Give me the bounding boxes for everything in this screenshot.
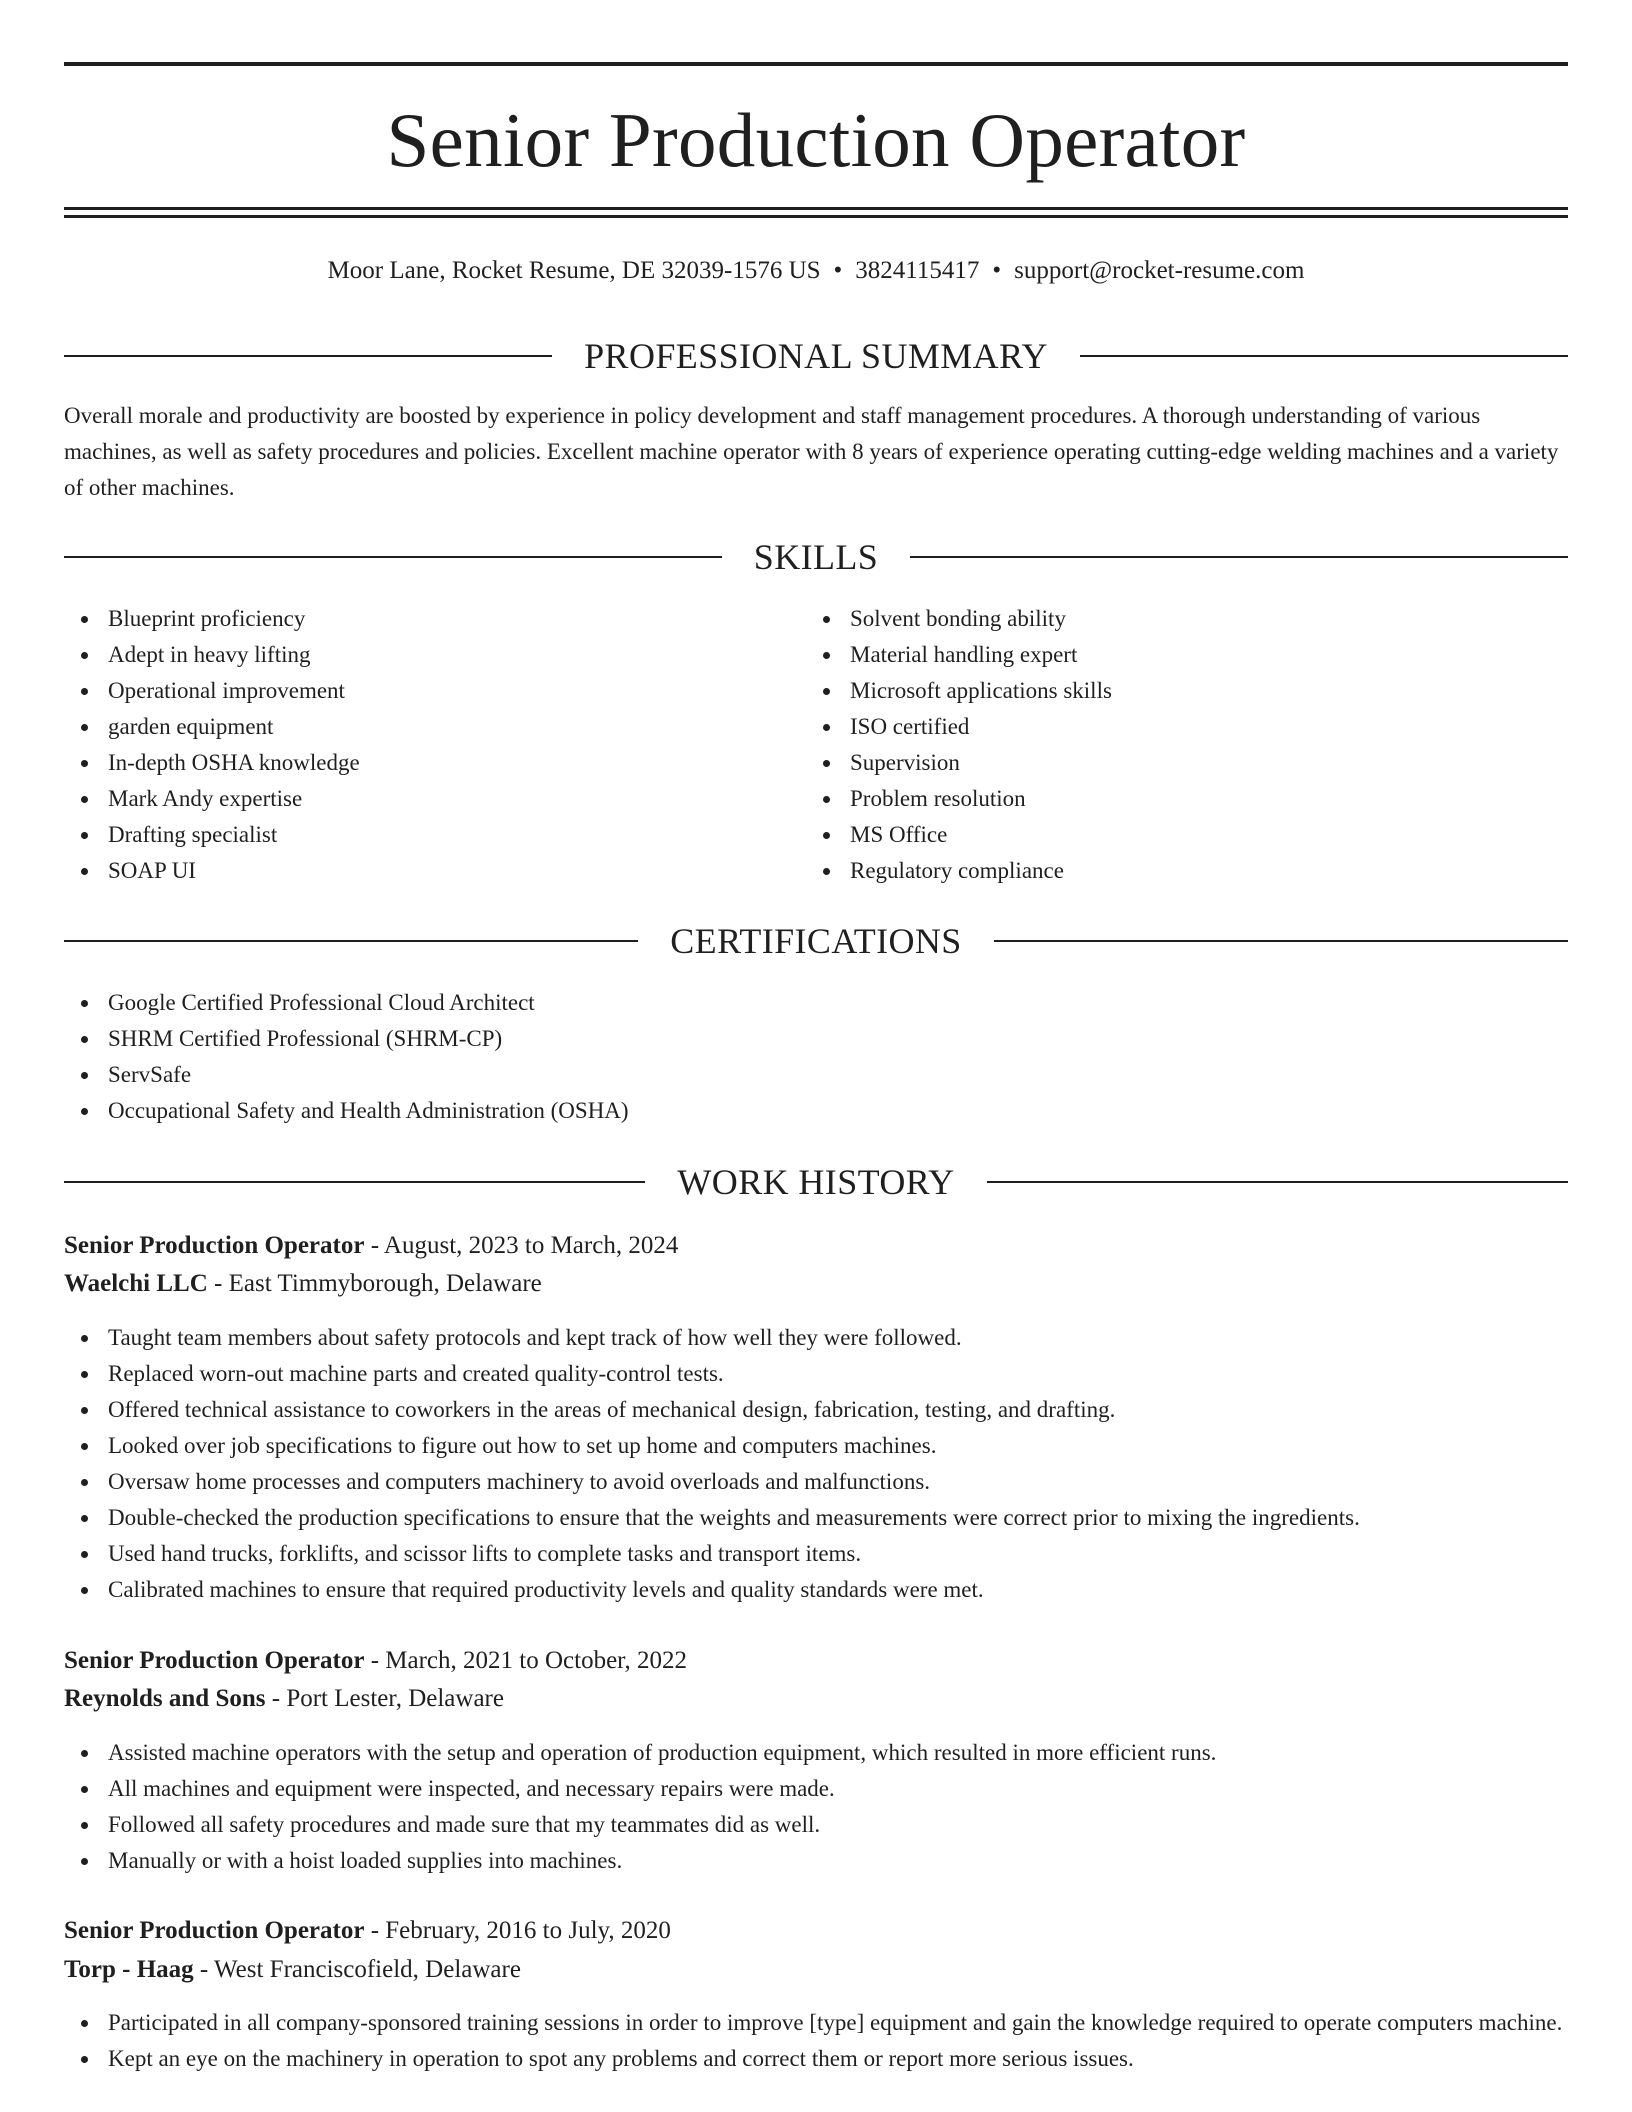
job-title: Senior Production Operator [64,1917,365,1944]
company-location: Port Lester, Delaware [286,1685,504,1712]
skill-item: Adept in heavy lifting [64,637,804,673]
job-bullet: Used hand trucks, forklifts, and scissor lifts to complete tasks and transport items. [64,1536,1568,1572]
job-bullet: All machines and equipment were inspected, and necessary repairs were made. [64,1771,1568,1807]
section-heading-skills [64,532,1568,582]
certifications-list [64,985,1568,1129]
company-name: Torp - Haag [64,1956,194,1983]
skill-item: Mark Andy expertise [64,781,804,817]
job-dates: February, 2016 to July, 2020 [385,1917,671,1944]
certification-item: ServSafe [64,1057,1568,1093]
section-heading-work-history [64,1157,1568,1207]
heading-rule [1080,355,1568,357]
job-bullet: Offered technical assistance to coworkers in the areas of mechanical design, fabrication, testing, and drafting. [64,1392,1568,1428]
company-name: Waelchi LLC [64,1270,208,1297]
job-dates: August, 2023 to March, 2024 [383,1232,679,1259]
heading-rule [910,556,1568,558]
contact-line [64,254,1568,288]
dash: - [370,1647,380,1674]
job-bullet: Calibrated machines to ensure that required productivity levels and quality standards were met. [64,1572,1568,1608]
skill-item: In-depth OSHA knowledge [64,745,804,781]
skill-item: SOAP UI [64,853,804,889]
summary-text: Overall morale and productivity are boosted by experience in policy development and staff management procedures. A thorough understanding of various machines, as well as safety procedures and policies. Excellent machine operator with 8 years of experience operating cutting-edge welding machines and a variety of other machines. [64,403,1559,500]
job-title-line [64,1227,1568,1265]
job-title-line [64,1912,1568,1950]
skill-item: ISO certified [806,709,1566,745]
skill-item: garden equipment [64,709,804,745]
title-double-rule [64,207,1568,218]
section-title: CERTIFICATIONS [670,921,962,961]
heading-rule [64,940,638,942]
job-bullet: Double-checked the production specifications to ensure that the weights and measurements were correct prior to mixing the ingredients. [64,1500,1568,1536]
dash: - [271,1685,281,1712]
section-title: SKILLS [753,537,879,577]
heading-rule [64,1181,645,1183]
dash: - [214,1270,223,1297]
job-bullet: Manually or with a hoist loaded supplies into machines. [64,1843,1568,1879]
job-bullet: Kept an eye on the machinery in operation to spot any problems and correct them or report more serious issues. [64,2041,1568,2077]
heading-rule [987,1181,1568,1183]
skill-item: Microsoft applications skills [806,673,1566,709]
job-title: Senior Production Operator [64,1232,365,1259]
skill-item: Problem resolution [806,781,1566,817]
company-location: West Franciscofield, Delaware [214,1956,521,1983]
dash: - [199,1956,209,1983]
contact-separator: • [992,257,1002,284]
job-bullets [64,1320,1568,1608]
contact-phone: 3824115417 [855,257,980,284]
top-rule [64,62,1568,66]
section-title: WORK HISTORY [677,1162,955,1202]
job-bullets [64,1735,1568,1879]
skill-item: Supervision [806,745,1566,781]
skill-item: Regulatory compliance [806,853,1566,889]
dash: - [370,1917,380,1944]
job-title: Senior Production Operator [64,1647,365,1674]
certification-item: Google Certified Professional Cloud Architect [64,985,1568,1021]
certification-item: SHRM Certified Professional (SHRM-CP) [64,1021,1568,1057]
job-bullet: Oversaw home processes and computers machinery to avoid overloads and malfunctions. [64,1464,1568,1500]
section-heading-summary [64,331,1568,381]
job-bullet: Looked over job specifications to figure out how to set up home and computers machines. [64,1428,1568,1464]
contact-address: Moor Lane, Rocket Resume, DE 32039-1576 US [327,257,821,284]
skill-item: Blueprint proficiency [64,601,804,637]
resume-title: Senior Production Operator [386,97,1246,183]
company-name: Reynolds and Sons [64,1685,266,1712]
heading-rule [64,355,552,357]
job-bullet: Followed all safety procedures and made sure that my teammates did as well. [64,1807,1568,1843]
section-title: PROFESSIONAL SUMMARY [584,336,1048,376]
job-company-line [64,1951,1568,1989]
job-company-line [64,1265,1568,1303]
heading-rule [994,940,1568,942]
skill-item: Solvent bonding ability [806,601,1566,637]
job-bullet: Taught team members about safety protocols and kept track of how well they were followed. [64,1320,1568,1356]
contact-separator: • [833,257,843,284]
skill-item: Material handling expert [806,637,1566,673]
job-bullet: Assisted machine operators with the setup and operation of production equipment, which resulted in more efficient runs. [64,1735,1568,1771]
heading-rule [64,556,722,558]
skill-item: MS Office [806,817,1566,853]
job-dates: March, 2021 to October, 2022 [385,1647,687,1674]
job-bullet: Participated in all company-sponsored training sessions in order to improve [type] equipment and gain the knowledge required to operate computers machine. [64,2005,1568,2041]
job-company-line [64,1680,1568,1718]
contact-email[interactable]: support@rocket-resume.com [1014,257,1305,284]
section-heading-certifications [64,916,1568,966]
certification-item: Occupational Safety and Health Administration (OSHA) [64,1093,1568,1129]
skills-list-left [64,601,804,889]
company-location: East Timmyborough, Delaware [228,1270,542,1297]
skill-item: Drafting specialist [64,817,804,853]
job-title-line [64,1642,1568,1680]
skills-list-right [806,601,1566,889]
dash: - [370,1232,380,1259]
job-bullet: Replaced worn-out machine parts and created quality-control tests. [64,1356,1568,1392]
job-bullets [64,2005,1568,2077]
skill-item: Operational improvement [64,673,804,709]
